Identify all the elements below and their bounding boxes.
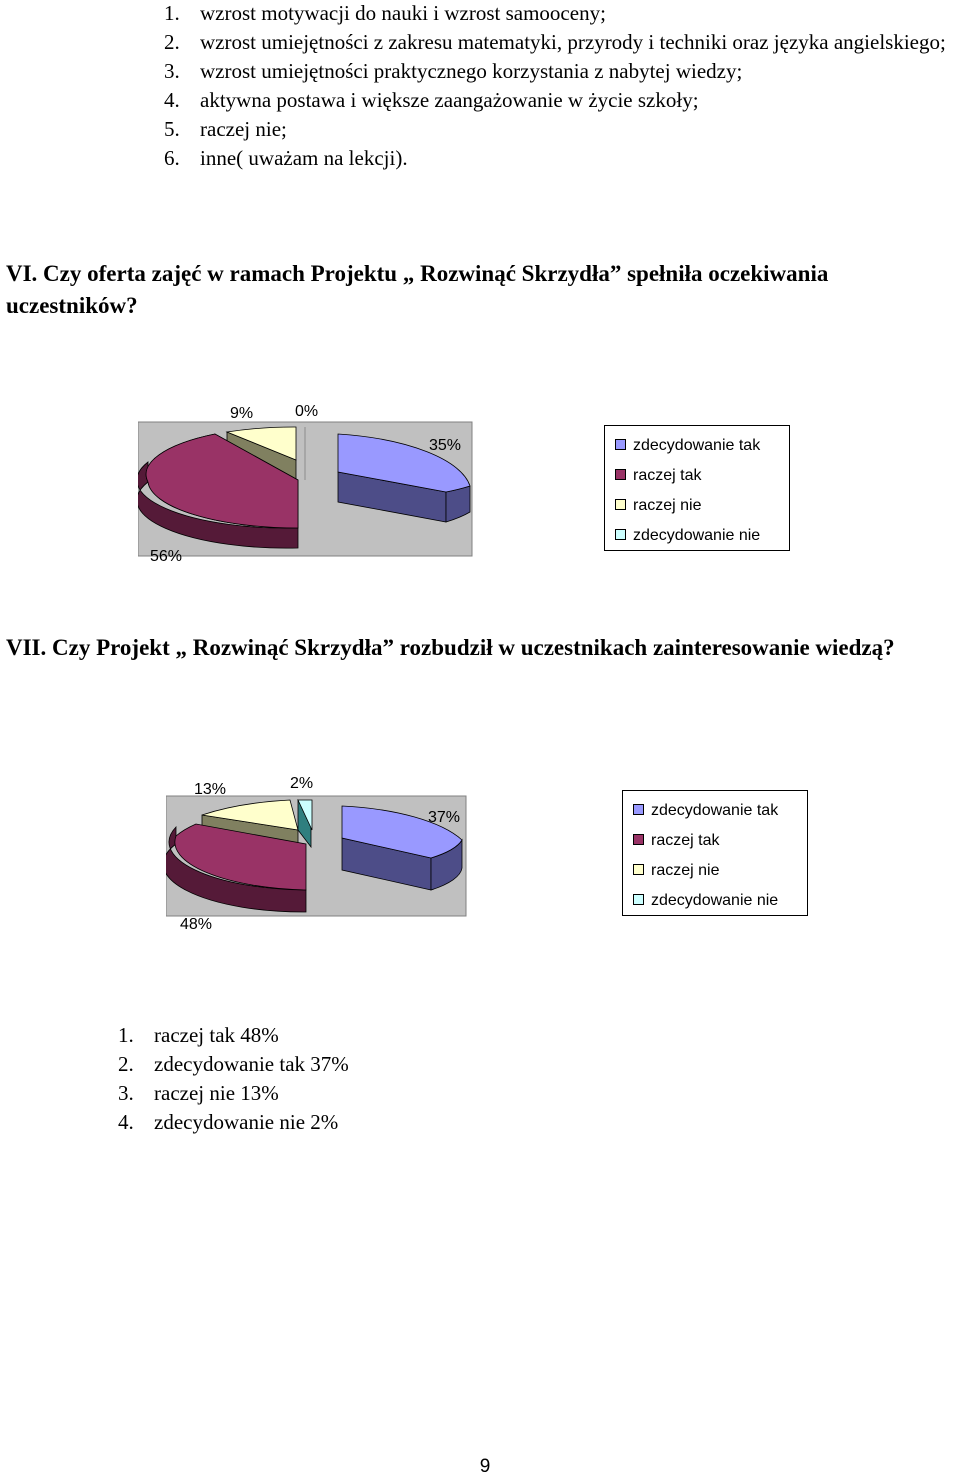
list-item-text: wzrost umiejętności praktycznego korzystania z nabytej wiedzy; [200,59,743,83]
pie-chart-vii [166,772,472,938]
legend-item [633,801,778,821]
list-item-number: 2. [118,1052,134,1076]
legend-item [633,861,719,881]
list-item-text: wzrost umiejętności z zakresu matematyki, przyrody i techniki oraz języka angielskiego; [200,30,946,54]
list-item-number: 1. [118,1023,134,1047]
list-item [164,144,960,173]
list-item-number: 3. [164,59,180,83]
list-item-number: 6. [164,146,180,170]
chart-legend [622,790,808,916]
legend-item [615,466,701,486]
list-item-number: 5. [164,117,180,141]
section-vii-heading: VII. Czy Projekt „ Rozwinąć Skrzydła” rozbudził w uczestnikach zainteresowanie wiedzą? [6,635,895,660]
bottom-numbered-list [118,1021,718,1137]
list-item [118,1108,718,1137]
legend-label: raczej nie [651,862,720,879]
list-item [164,115,960,144]
list-item [164,86,960,115]
legend-item [633,891,778,911]
list-item [118,1079,718,1108]
list-item-text: aktywna postawa i większe zaangażowanie w życie szkoły; [200,88,699,112]
legend-item [615,526,760,546]
list-item [164,0,960,28]
legend-swatch [615,469,626,480]
data-label-raczej-tak: 48% [180,916,213,933]
list-item-number: 3. [118,1081,134,1105]
legend-label: zdecydowanie nie [651,892,779,909]
page-number: 9 [479,1456,491,1477]
pie-chart-vi [138,398,476,570]
chart-legend [604,425,790,551]
list-item [164,28,960,57]
legend-item [633,831,719,851]
legend-label: raczej tak [651,832,720,849]
legend-swatch [633,894,644,905]
data-label-raczej-nie: 9% [230,405,254,422]
list-item-text: inne( uważam na lekcji). [200,146,408,170]
list-item [118,1021,718,1050]
list-item [164,57,960,86]
legend-item [615,436,760,456]
section-vi-heading: VI. Czy oferta zajęć w ramach Projektu „ Rozwinąć Skrzydła” spełniła oczekiwania uczestników? [6,261,829,318]
legend-label: raczej tak [633,467,702,484]
data-label-zdecydowanie-nie: 2% [290,775,314,792]
list-item-number: 2. [164,30,180,54]
data-label-zdecydowanie-tak: 35% [428,437,461,454]
list-item-number: 4. [164,88,180,112]
legend-label: zdecydowanie tak [651,802,779,819]
list-item [118,1050,718,1079]
legend-swatch [633,834,644,845]
legend-label: zdecydowanie tak [633,437,761,454]
list-item-text: zdecydowanie tak 37% [154,1052,349,1076]
legend-swatch [615,439,626,450]
list-item-number: 1. [164,1,180,25]
data-label-raczej-tak: 56% [150,548,183,565]
list-item-number: 4. [118,1110,134,1134]
data-label-zdecydowanie-nie: 0% [295,403,319,420]
list-item-text: raczej nie 13% [154,1081,279,1105]
legend-swatch [633,864,644,875]
data-label-zdecydowanie-tak: 37% [427,809,460,826]
list-item-text: wzrost motywacji do nauki i wzrost samooceny; [200,1,606,25]
legend-label: raczej nie [633,497,702,514]
legend-swatch [633,804,644,815]
legend-swatch [615,499,626,510]
list-item-text: raczej nie; [200,117,287,141]
list-item-text: raczej tak 48% [154,1023,279,1047]
legend-label: zdecydowanie nie [633,527,761,544]
top-numbered-list [164,0,960,173]
legend-swatch [615,529,626,540]
list-item-text: zdecydowanie nie 2% [154,1110,339,1134]
data-label-raczej-nie: 13% [194,781,227,798]
legend-item [615,496,701,516]
